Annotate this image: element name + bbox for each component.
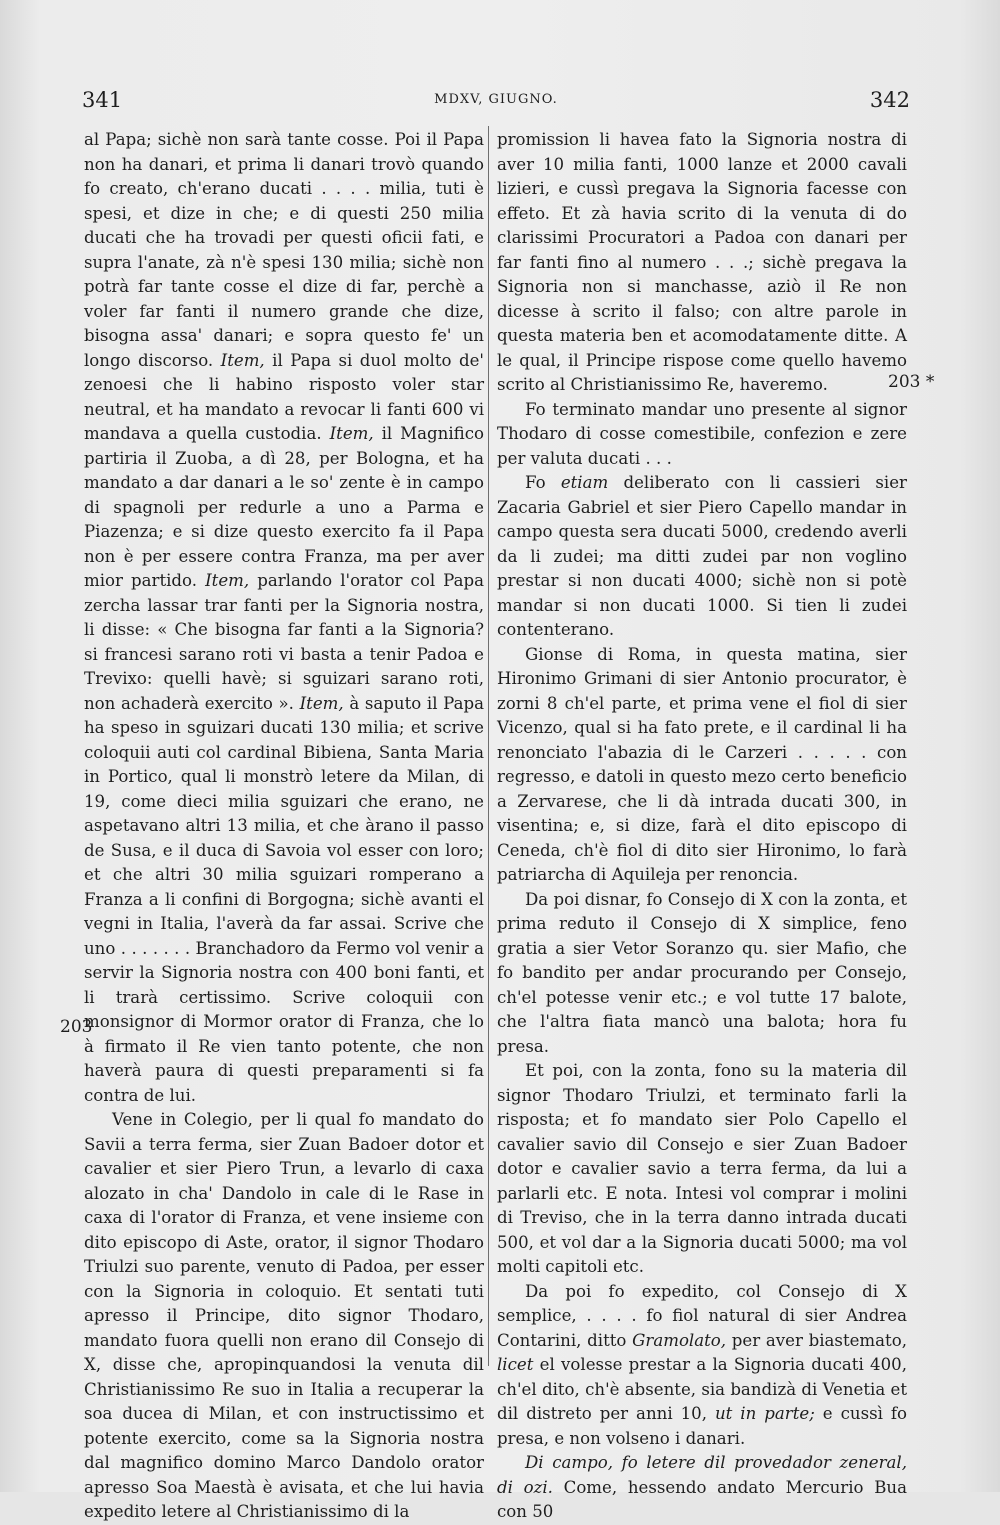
column-divider (488, 126, 489, 1366)
italic-item: Item, (329, 424, 374, 443)
paragraph (497, 398, 907, 472)
text-run: Vene in Colegio, per li qual fo mandato do Savii a terra ferma, sier Zuan Badoer dotor et cavalier et sier Piero Trun, a levarlo di caxa alozato in cha' Dandolo in cale di le Rase in caxa di l'orator di Franza, et vene insieme con dito episcopo di Aste, orator, il signor Thodaro Triulzi suo parente, venuto di Padoa, per esser con la Signoria in coloquio. Et sentati tuti apresso il Principe, dito signor Thodaro, mandato fuora quelli non erano dil Consejo di X, disse che, apropinquandosi la venuta dil Christianissimo Re suo in Italia a recuperar la soa ducea di Milan, et con instructissimo et potente exercito, come sa la Signoria nostra dal magnifico domino Marco Dandolo orator apresso Soa Maestà è avisata, et che lui havia expedito letere al Christianissimo di la (84, 1110, 484, 1521)
text-run: Et poi, con la zonta, fono su la materia dil signor Thodaro Triulzi, et terminato farli la risposta; et fo mandato sier Polo Capello el cavalier savio dil Consejo e sier Zuan Badoer dotor e cavalier savio a terra ferma, da lui a parlarli etc. E nota. Intesi vol comprar i molini di Treviso, che in la terra danno intrada ducati 500, et vol dar a la Signoria ducati 5000; ma vol molti capitoli etc. (497, 1061, 907, 1276)
italic-word: licet (497, 1355, 534, 1374)
italic-word: etiam (560, 473, 609, 492)
paragraph (497, 471, 907, 643)
text-run: per aver biastemato, (731, 1330, 907, 1350)
text-run: deliberato con li cassieri sier Zacaria Gabriel et sier Piero Capello mandar in campo questa sera ducati 5000, credendo averli da li zudei; ma ditti zudei par non voglino prestar si non ducati 4000; sichè non si potè mandar si non ducati 1000. Si tien li zudei contenterano. (497, 473, 907, 639)
italic-item: Item, (205, 571, 250, 590)
italic-item: Item, (299, 693, 344, 713)
text-run: Come, hessendo andato Mercurio Bua con 50 (497, 1477, 907, 1521)
text-run: à saputo il Papa ha speso in sguizari ducati 130 milia; et scrive coloquii auti col cardinal Bibiena, Santa Maria in Portico, qual li monstrò letere da Milan, di 19, come dieci milia sguizari che erano, ne aspetavano altri 13 milia, et che àrano il passo de Susa, e il duca di Savoia vol esser con loro; et che altri 30 milia sguizari romperano a Franza a li confini di Borgogna; sichè avanti el vegni in Italia, l'averà da far assai. Scrive che uno . . . . . . . Branchadoro da Fermo vol venir a servir la Signoria nostra con 400 boni fanti, et li trarà certissimo. Scrive coloquii con monsignor di Mormor orator di Franza, che lo à firmato il Re vien tanto potente, che non haverà paura di questi preparamenti si fa contra de lui. (84, 693, 484, 1105)
text-run: Gionse di Roma, in questa matina, sier Hironimo Grimani di sier Antonio procurator, è zorni 8 ch'el parte, et prima vene el fiol di sier Vicenzo, qual si ha fato prete, e il cardinal li ha renonciato l'abazia di le Carzeri . . . . . con regresso, e datoli in questo mezo certo beneficio a Zervarese, che li dà intrada ducati 300, in visentina; e, si dize, farà el dito episcopo di Ceneda, ch'è fiol di dito sier Hironimo, lo farà patriarcha di Aquileja per renoncia. (497, 644, 907, 884)
paragraph (84, 128, 484, 1108)
paragraph (497, 643, 907, 888)
page-number-right: 342 (869, 88, 910, 112)
text-run: il Papa si duol molto de' zenoesi che li habino risposto voler star neutral, et ha mandato a revocar li fanti 600 vi mandava a quella custodia. (84, 350, 484, 443)
paragraph (497, 1059, 907, 1280)
text-run: promission li havea fato la Signoria nostra di aver 10 milia fanti, 1000 lanze et 2000 cavali lizieri, e cussì pregava la Signoria facesse con effeto. Et zà havia scrito di la venuta di do clarissimi Procuratori a Padoa con danari per far fanti fino al numero . . .; sichè pregava la Signoria non si manchasse, aziò il Re non dicesse à scrito il falso; con altre parole in questa materia ben et acomodatamente ditte. A le qual, il Principe rispose come quello havemo scrito al Christianissimo Re, haveremo. (497, 130, 907, 394)
italic-word: Gramolato, (632, 1330, 727, 1350)
text-run: Fo terminato mandar uno presente al signor Thodaro di cosse comestibile, confezion e zere per valuta ducati . . . (497, 399, 907, 468)
italic-heading: Di campo, fo letere dil provedador zeneral, di ozi. (497, 1453, 907, 1497)
italic-word: ut in parte; (714, 1404, 815, 1423)
italic-item: Item, (220, 350, 265, 370)
text-run: Da poi fo expedito, col Consejo di X semplice, . . . . fo fiol natural di sier Andrea Contarini, ditto (497, 1281, 907, 1350)
text-run: il Magnifico partiria il Zuoba, a dì 28, per Bologna, et ha mandato a dar danari a le so' zente è in campo di spagnoli per redurle a uno a Parma e Piazenza; e si dize questo exercito fa il Papa non è per essere contra Franza, ma per aver mior partido. (84, 424, 485, 590)
paragraph (84, 1108, 484, 1525)
text-run: e cussì fo presa, e non volseno i danari. (497, 1404, 908, 1448)
page-number-left: 341 (82, 88, 123, 112)
margin-note-left: 203 (60, 1017, 93, 1037)
text-run: el volesse prestar a la Signoria ducati 400, ch'el dito, ch'è absente, sia bandizà di Venetia et dil distreto per anni 10, (497, 1355, 907, 1423)
margin-note-right: 203 * (888, 372, 935, 392)
paragraph (497, 1280, 907, 1452)
right-column (497, 128, 907, 1525)
paragraph (497, 128, 907, 398)
text-run: parlando l'orator col Papa zercha lassar trar fanti per la Signoria nostra, li disse: « Che bisogna far fanti a la Signoria? si francesi sarano roti vi basta a tenir Padoa e Trevixo: quelli havè; si sguizari sarano roti, non achaderà exercito ». (84, 571, 485, 713)
paragraph (497, 888, 907, 1060)
text-run: Fo (525, 473, 546, 492)
running-head (82, 88, 910, 118)
text-run: Da poi disnar, fo Consejo di X con la zonta, et prima reduto il Consejo di X simplice, feno gratia a sier Vetor Soranzo qu. sier Mafio, che fo bandito per andar procurando per Consejo, ch'el potesse venir etc.; e vol tutte 17 balote, che l'altra fiata mancò una balota; hora fu presa. (497, 889, 907, 1056)
text-run: al Papa; sichè non sarà tante cosse. Poi il Papa non ha danari, et prima li danari trovò quando fo creato, ch'erano ducati . . . . milia, tuti è spesi, et dize in che; e di questi 250 milia ducati che ha trovadi per questi oficii fati, e supra l'anate, zà n'è spesi 130 milia; sichè non potrà far tante cosse el dize di far, perchè a voler far fanti il numero grande che dize, bisogna assa' danari; e sopra questo fe' un longo discorso. (84, 130, 484, 370)
paragraph (497, 1451, 907, 1525)
left-column (84, 128, 484, 1525)
running-title: MDXV, GIUGNO. (434, 92, 558, 107)
